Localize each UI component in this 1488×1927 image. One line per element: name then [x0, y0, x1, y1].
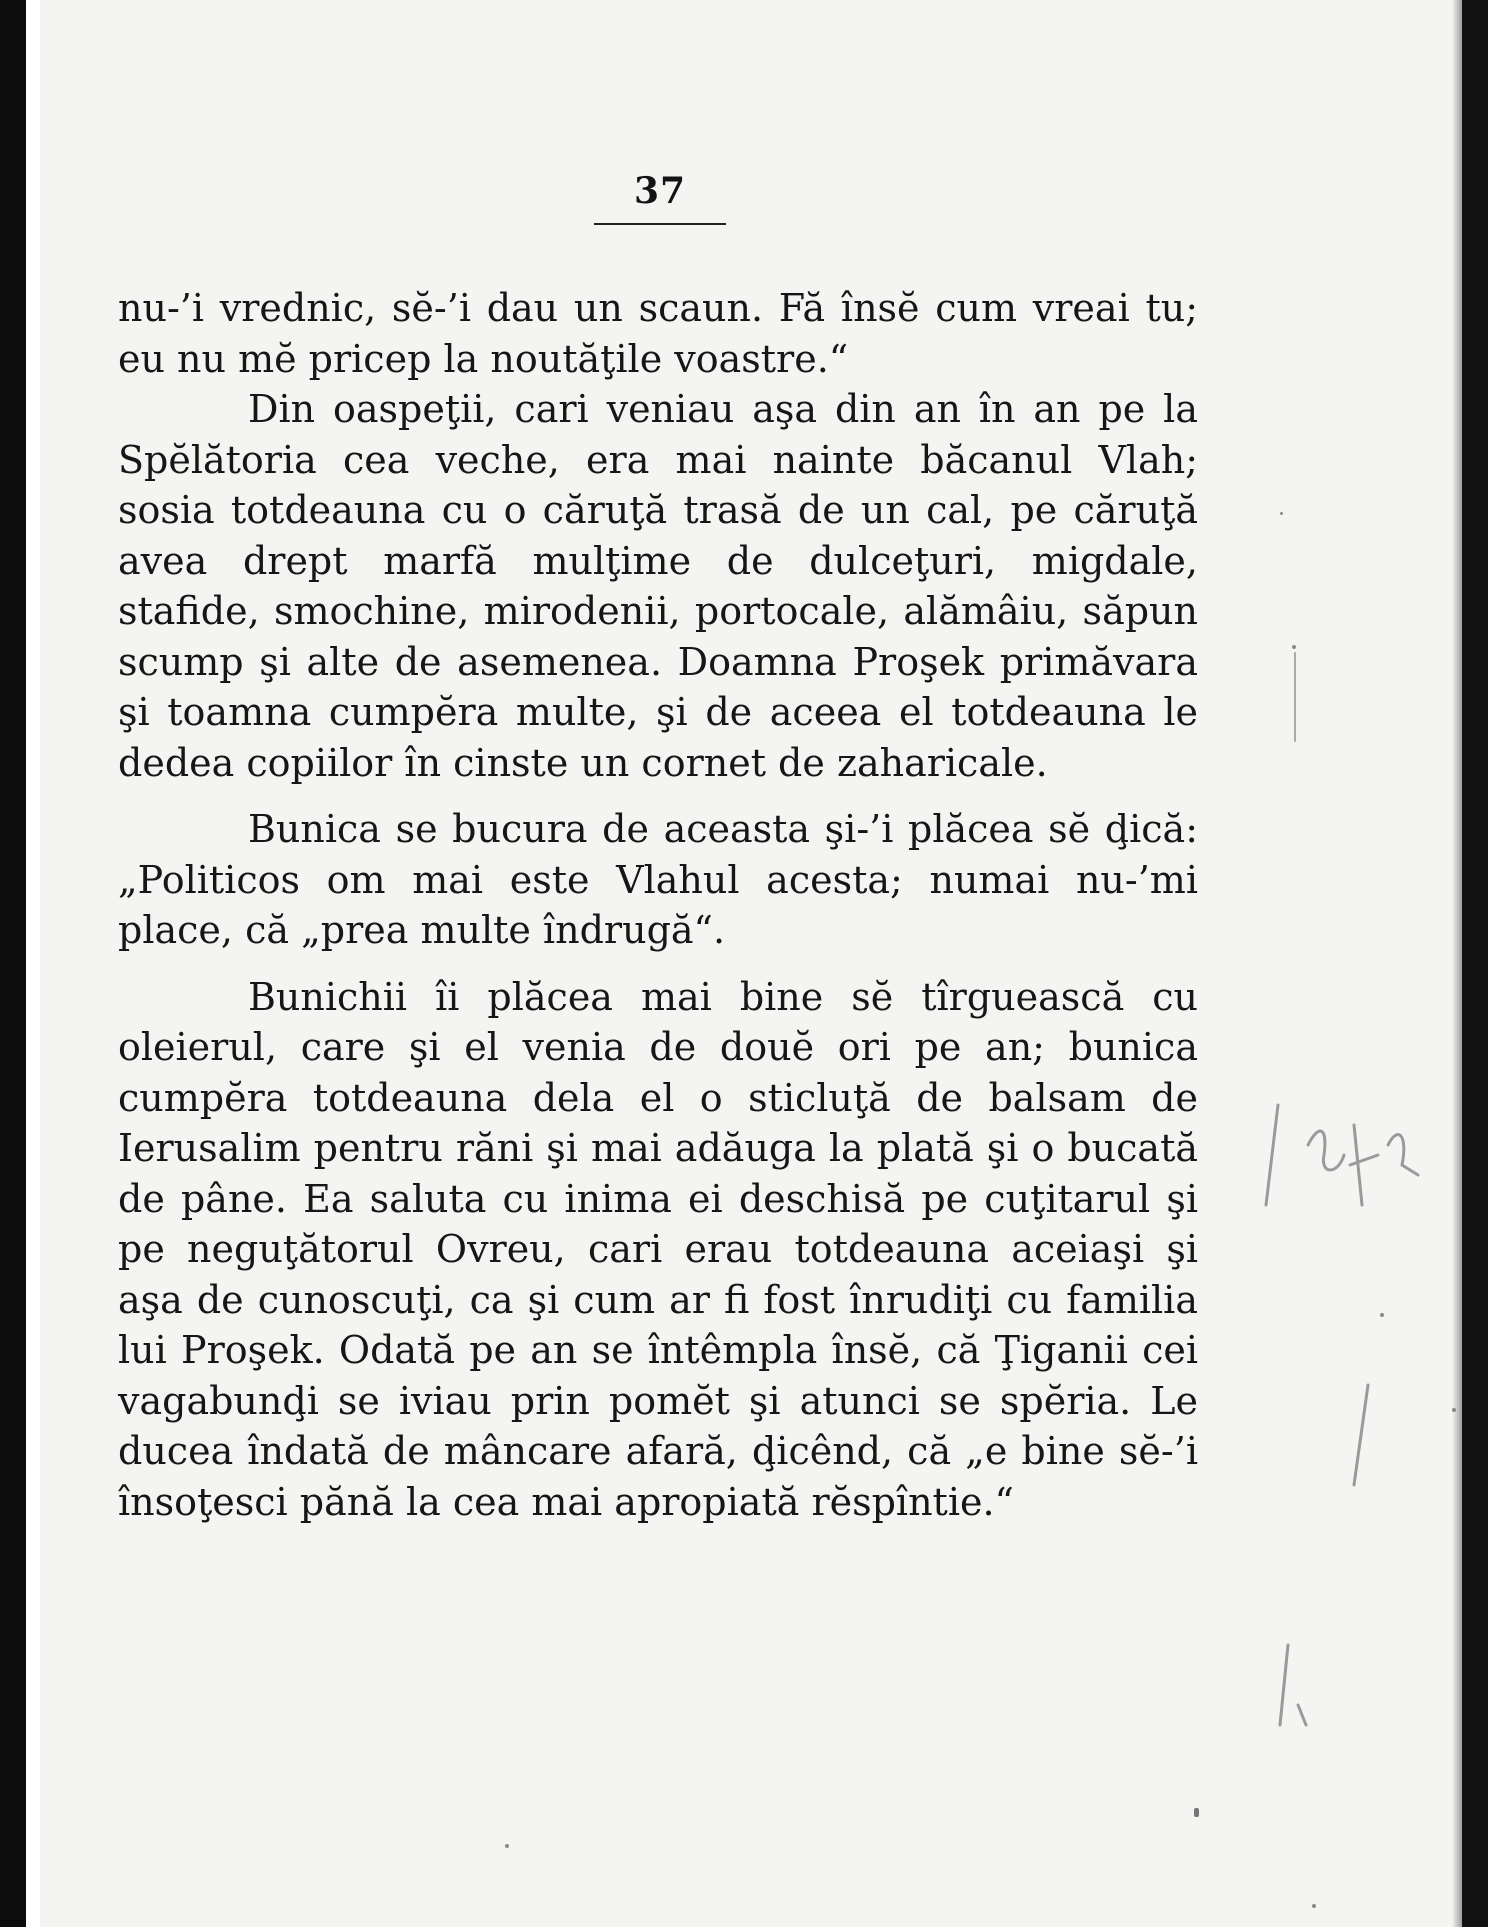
paper-speck: [1380, 1313, 1384, 1317]
paper-speck: [1280, 512, 1283, 515]
paper-speck: [1194, 1808, 1199, 1817]
pencil-marginalia: [1258, 1085, 1458, 1735]
paper-speck: [505, 1844, 509, 1848]
paper-speck: [1312, 1904, 1316, 1908]
page-number-rule: [594, 223, 726, 225]
left-margin-strip: [26, 0, 40, 1927]
right-scan-border: [1462, 0, 1488, 1927]
paragraph-3: Bunica se bucura de aceasta şi-’i plăcea sĕ ḑică: „Politicos om mai este Vlahul acesta; numai nu-’mi place, că „prea multe îndrugă“.: [118, 807, 1198, 952]
paragraph-2: Din oaspeţii, cari veniau aşa din an în an pe la Spĕlătoria cea veche, era mai nainte băcanul Vlah; sosia totdeauna cu o căruţă trasă de un cal, pe căruţă avea drept marfă mulţime de dulceţuri, migdale, stafide, smochine, mirodenii, portocale, alămâiu, săpun scump şi alte de asemenea. Doamna Proşek primăvara şi toamna cumpĕra multe, şi de aceea el totdeauna le dedea copiilor în cinste un cornet de zaharicale.: [118, 387, 1198, 785]
page-number: 37: [633, 170, 687, 212]
paper-speck: [1294, 652, 1296, 742]
paper-speck: [1452, 1408, 1456, 1412]
body-text: [118, 283, 1198, 1527]
paragraph-1: nu-’i vrednic, sĕ-’i dau un scaun. Fă însĕ cum vreai tu; eu nu mĕ pricep la noutăţile voastre.“: [118, 286, 1198, 381]
paper-speck: [1292, 645, 1296, 649]
paragraph-4: Bunichii îi plăcea mai bine sĕ tîrguească cu oleierul, care şi el venia de douĕ ori pe an; bunica cumpĕra totdeauna dela el o sticluţă de balsam de Ierusalim pentru răni şi mai adăuga la plată şi o bucată de pâne. Ea saluta cu inima ei deschisă pe cuţitarul şi pe neguţătorul Ovreu, cari erau totdeauna aceiaşi şi aşa de cunoscuţi, ca şi cum ar fi fost înrudiţi cu familia lui Proşek. Odată pe an se întêmpla însĕ, că Ţiganii cei vagabunḑi se iviau prin pomĕt şi atunci se spĕria. Le ducea îndată de mâncare afară, ḑicênd, că „e bine sĕ-’i însoţesci pănă la cea mai apropiată rĕspîntie.“: [118, 974, 1198, 1524]
left-scan-border: [0, 0, 26, 1927]
